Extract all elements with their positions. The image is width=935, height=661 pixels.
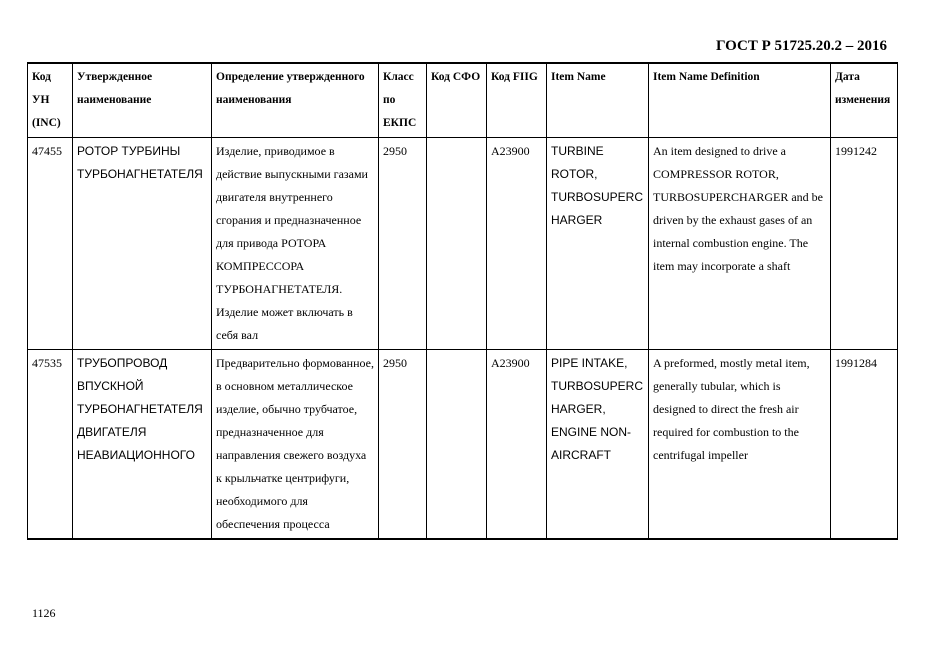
cell-item-name: PIPE INTAKE, TURBOSUPERCHARGER, ENGINE NON-AIRCRAFT [547,350,649,540]
header-name-ru: Утвержденное наименование [73,63,212,138]
standard-header: ГОСТ Р 51725.20.2 – 2016 [715,38,887,54]
header-definition-ru: Определение утвержденного наименования [212,63,379,138]
table-row [28,350,898,540]
cell-inc: 47535 [28,350,73,540]
table-row [28,138,898,350]
cell-class: 2950 [379,138,427,350]
cell-item-name: TURBINE ROTOR, TURBOSUPERCHARGER [547,138,649,350]
table-header-row [28,63,898,138]
cell-definition-en: An item designed to drive a COMPRESSOR ROTOR, TURBOSUPERCHARGER and be driven by the exhaust gases of an internal combustion engine. The item may incorporate a shaft [649,138,831,350]
header-inc: Код УН (INC) [28,63,73,138]
cell-name-ru: РОТОР ТУРБИНЫ ТУРБОНАГНЕТАТЕЛЯ [73,138,212,350]
header-sfo: Код СФО [427,63,487,138]
cell-class: 2950 [379,350,427,540]
cell-fiig: A23900 [487,138,547,350]
page-number: 1126 [32,606,56,620]
cell-definition-ru: Предварительно формованное, в основном металлическое изделие, обычно трубчатое, предназначенное для направления свежего воздуха к крыльчатке центрифуги, необходимого для обеспечения процесса [212,350,379,540]
cell-sfo [427,138,487,350]
cell-definition-ru: Изделие, приводимое в действие выпускными газами двигателя внутреннего сгорания и предназначенное для привода РОТОРА КОМПРЕССОРА ТУРБОНАГНЕТАТЕЛЯ. Изделие может включать в себя вал [212,138,379,350]
cell-inc: 47455 [28,138,73,350]
header-fiig: Код FIIG [487,63,547,138]
header-item-name: Item Name [547,63,649,138]
cell-definition-en: A preformed, mostly metal item, generally tubular, which is designed to direct the fresh air required for combustion to the centrifugal impeller [649,350,831,540]
cell-date: 1991242 [831,138,898,350]
cell-fiig: A23900 [487,350,547,540]
header-date: Дата изменения [831,63,898,138]
cell-name-ru: ТРУБОПРОВОД ВПУСКНОЙ ТУРБОНАГНЕТАТЕЛЯ ДВИГАТЕЛЯ НЕАВИАЦИОННОГО [73,350,212,540]
nomenclature-table [27,62,898,540]
header-class: Класс по ЕКПС [379,63,427,138]
cell-date: 1991284 [831,350,898,540]
header-definition-en: Item Name Definition [649,63,831,138]
cell-sfo [427,350,487,540]
